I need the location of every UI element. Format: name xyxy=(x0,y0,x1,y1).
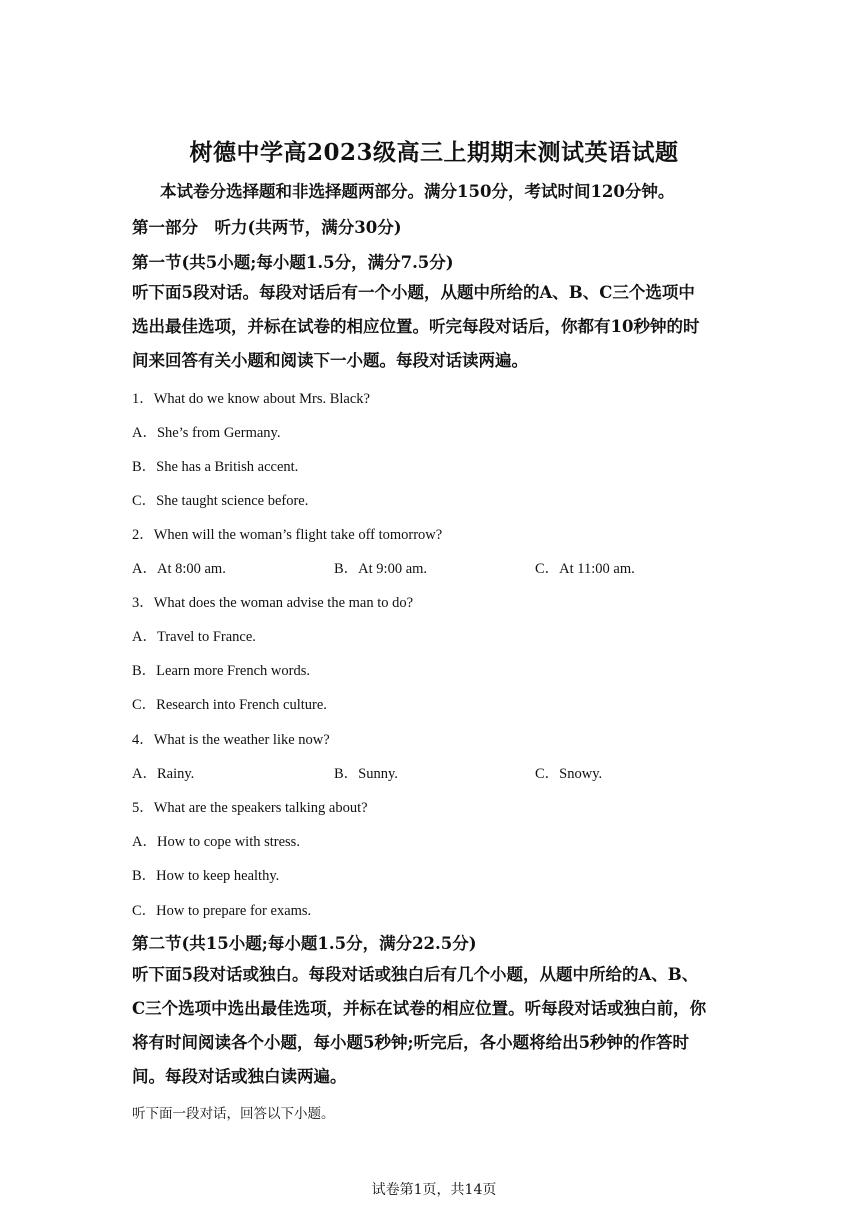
part1-heading: 第一部分 听力(共两节，满分30分) xyxy=(132,218,402,237)
question-option: C．How to prepare for exams. xyxy=(132,903,312,919)
section2-heading: 第二节(共15小题;每小题1.5分，满分22.5分) xyxy=(132,934,477,953)
question-option: A．At 8:00 am. xyxy=(132,561,226,577)
question-option: C．Snowy. xyxy=(535,766,603,782)
instruction-line: C三个选项中选出最佳选项，并标在试卷的相应位置。听每段对话或独白前，你 xyxy=(132,999,707,1018)
section2-instructions xyxy=(132,958,742,1094)
listening-note: 听下面一段对话，回答以下小题。 xyxy=(132,1106,335,1122)
page-title: 树德中学高2023级高三上期期末测试英语试题 xyxy=(189,139,679,166)
instruction-line: 选出最佳选项，并标在试卷的相应位置。听完每段对话后，你都有10秒钟的时 xyxy=(132,317,700,336)
question-option: B．She has a British accent. xyxy=(132,459,299,475)
question-option: C．She taught science before. xyxy=(132,493,309,509)
section1-instructions xyxy=(132,276,742,378)
page-footer: 试卷第1页，共14页 xyxy=(371,1182,497,1198)
instruction-line: 听下面5段对话或独白。每段对话或独白后有几个小题，从题中所给的A、B、 xyxy=(132,965,699,984)
question-stem: 5．What are the speakers talking about? xyxy=(132,800,368,816)
question-stem: 4．What is the weather like now? xyxy=(132,732,330,748)
question-option: A．How to cope with stress. xyxy=(132,834,300,850)
question-option: B．How to keep healthy. xyxy=(132,868,280,884)
question-option: C．At 11:00 am. xyxy=(535,561,635,577)
question-option: A．Travel to France. xyxy=(132,629,256,645)
question-option: A．She’s from Germany. xyxy=(132,425,281,441)
instruction-line: 将有时间阅读各个小题，每小题5秒钟;听完后，各小题将给出5秒钟的作答时 xyxy=(132,1033,690,1052)
question-option: B．Learn more French words. xyxy=(132,663,310,679)
instruction-line: 听下面5段对话。每段对话后有一个小题，从题中所给的A、B、C三个选项中 xyxy=(132,283,695,302)
section1-heading: 第一节(共5小题;每小题1.5分，满分7.5分) xyxy=(132,253,454,272)
instruction-line: 间来回答有关小题和阅读下一小题。每段对话读两遍。 xyxy=(132,351,528,370)
instruction-line: 间。每段对话或独白读两遍。 xyxy=(132,1067,347,1086)
question-stem: 3．What does the woman advise the man to do? xyxy=(132,595,414,611)
question-option: B．Sunny. xyxy=(334,766,398,782)
question-option: A．Rainy. xyxy=(132,766,195,782)
question-option: C．Research into French culture. xyxy=(132,697,327,713)
question-option: B．At 9:00 am. xyxy=(334,561,428,577)
exam-intro: 本试卷分选择题和非选择题两部分。满分150分，考试时间120分钟。 xyxy=(160,182,675,201)
question-stem: 1．What do we know about Mrs. Black? xyxy=(132,391,370,407)
question-stem: 2．When will the woman’s flight take off tomorrow? xyxy=(132,527,443,543)
